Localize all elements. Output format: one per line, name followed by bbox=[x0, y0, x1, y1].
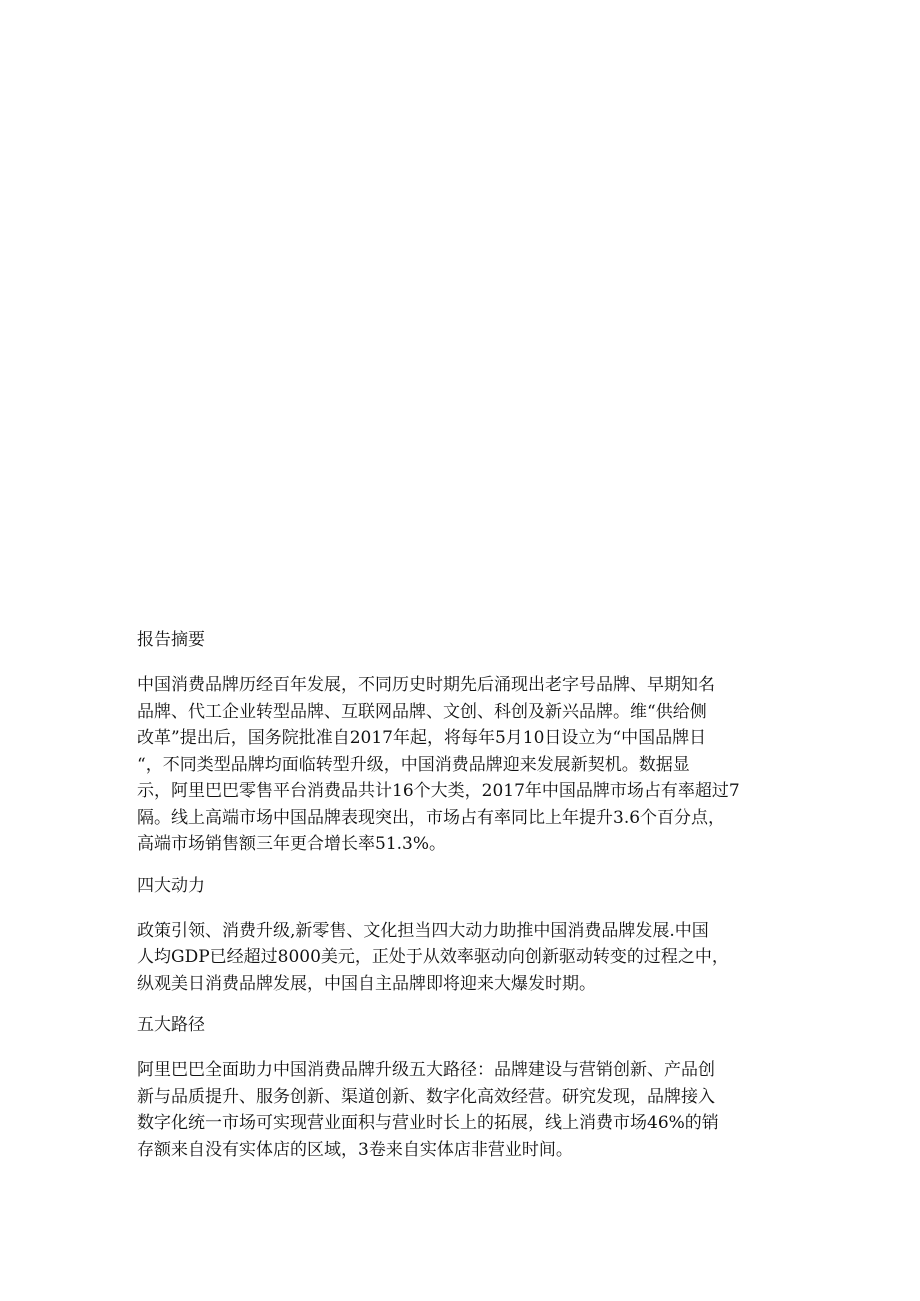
five-paths-paragraph bbox=[137, 1057, 777, 1163]
paragraph-line: 品牌、代工企业转型品牌、互联网品牌、文创、科创及新兴品牌。维“供给侧 bbox=[137, 701, 707, 722]
section-heading-four-drivers: 四大动力 bbox=[137, 875, 205, 896]
paragraph-line: 新与品质提升、服务创新、渠道创新、数字化高效经营。研究发现，品牌接入 bbox=[137, 1086, 715, 1107]
paragraph-line: 隔。线上高端市场中国品牌表现突出，市场占有率同比上年提升3.6个百分点， bbox=[137, 807, 726, 828]
paragraph-line: 政策引领、消费升级,新零售、文化担当四大动力助推中国消费品牌发展.中国 bbox=[137, 920, 709, 941]
paragraph-line: 高端市场销售额三年更合增长率51.3%。 bbox=[137, 834, 447, 854]
paragraph-line: 中国消费品牌历经百年发展，不同历史时期先后涌现出老字号品牌、早期知名 bbox=[137, 675, 715, 695]
paragraph-line: 示，阿里巴巴零售平台消费品共计16个大类，2017年中国品牌市场占有率超过7 bbox=[137, 781, 740, 801]
paragraph-line: 人均GDP已经超过8000美元，正处于从效率驱动向创新驱动转变的过程之中， bbox=[137, 947, 729, 967]
section-four-drivers bbox=[137, 874, 777, 998]
paragraph-line: 改革”提出后，国务院批准自2017年起，将每年5月10日设立为“中国品牌日 bbox=[137, 728, 707, 748]
paragraph-line: “，不同类型品牌均面临转型升级，中国消费品牌迎来发展新契机。数据显 bbox=[137, 754, 690, 775]
paragraph-line: 数字化统一市场可实现营业面积与营业时长上的拓展，线上消费市场46%的销 bbox=[137, 1113, 719, 1133]
paragraph-line: 纵观美日消费品牌发展，中国自主品牌即将迎来大爆发时期。 bbox=[137, 973, 596, 994]
section-summary bbox=[137, 628, 777, 858]
summary-paragraph bbox=[137, 672, 777, 858]
section-heading-five-paths: 五大路径 bbox=[137, 1015, 205, 1035]
paragraph-line: 阿里巴巴全面助力中国消费品牌升级五大路径：品牌建设与营销创新、产品创 bbox=[137, 1060, 715, 1080]
report-content bbox=[137, 628, 777, 1179]
section-heading-summary: 报告摘要 bbox=[137, 630, 205, 650]
four-drivers-paragraph bbox=[137, 918, 777, 998]
section-five-paths bbox=[137, 1013, 777, 1163]
paragraph-line: 存额来自没有实体店的区域，3卷来自实体店非营业时间。 bbox=[137, 1139, 573, 1160]
